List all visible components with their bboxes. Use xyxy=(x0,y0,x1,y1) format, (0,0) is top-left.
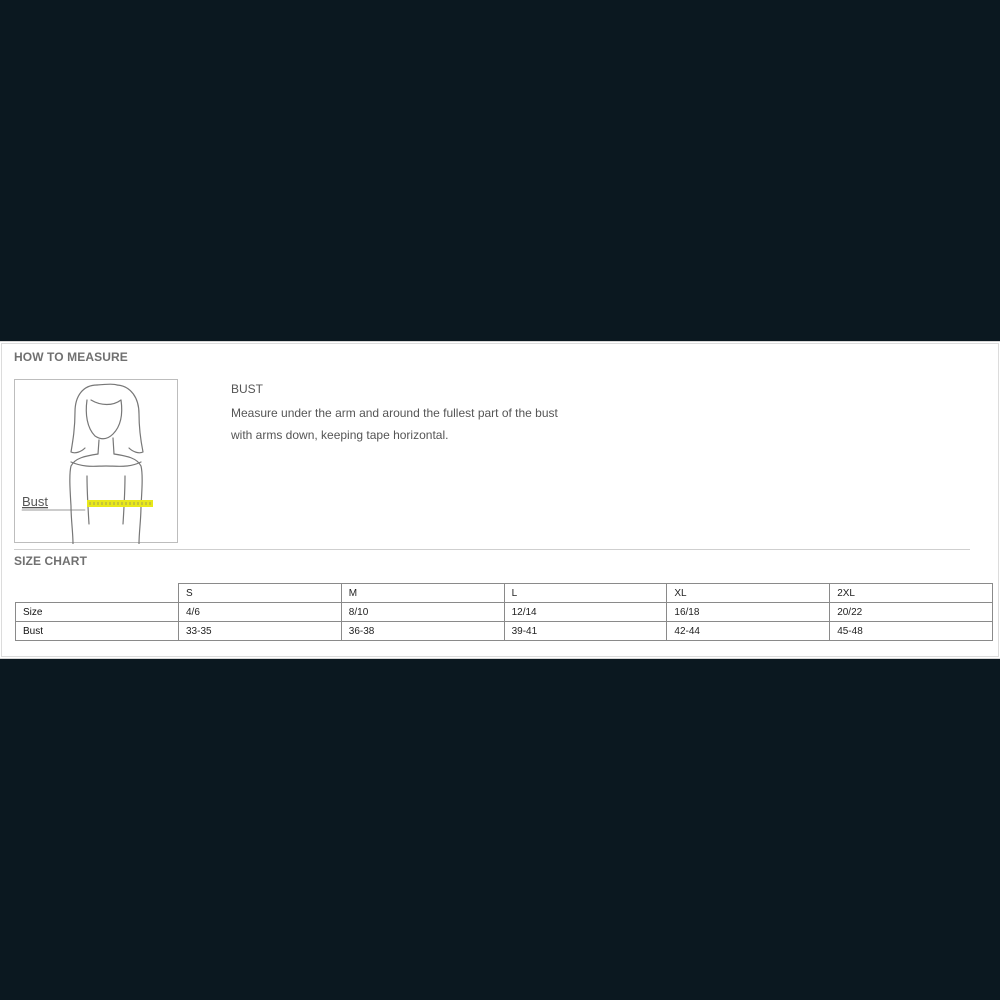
table-cell: 20/22 xyxy=(830,603,993,622)
column-header: 2XL xyxy=(830,584,993,603)
how-to-measure-heading: HOW TO MEASURE xyxy=(14,350,128,364)
table-cell: 36-38 xyxy=(341,622,504,641)
table-cell: 33-35 xyxy=(179,622,342,641)
bust-measure-illustration xyxy=(14,379,178,543)
table-header-row xyxy=(16,584,993,603)
table-cell: 8/10 xyxy=(341,603,504,622)
measuring-tape xyxy=(87,500,153,507)
size-guide-panel xyxy=(0,341,1000,659)
row-label: Bust xyxy=(16,622,179,641)
size-chart-heading: SIZE CHART xyxy=(14,554,87,568)
row-label: Size xyxy=(16,603,179,622)
table-corner-cell xyxy=(16,584,179,603)
table-cell: 45-48 xyxy=(830,622,993,641)
column-header: XL xyxy=(667,584,830,603)
measure-instructions xyxy=(231,402,591,446)
table-cell: 12/14 xyxy=(504,603,667,622)
measure-instruction-line: Measure under the arm and around the fullest part of the bust xyxy=(231,406,558,420)
table-row xyxy=(16,603,993,622)
size-guide-border xyxy=(1,343,999,657)
column-header: M xyxy=(341,584,504,603)
size-chart-table xyxy=(15,583,993,641)
table-cell: 4/6 xyxy=(179,603,342,622)
table-row xyxy=(16,622,993,641)
table-cell: 16/18 xyxy=(667,603,830,622)
table-cell: 42-44 xyxy=(667,622,830,641)
column-header: S xyxy=(179,584,342,603)
measure-instruction-line: with arms down, keeping tape horizontal. xyxy=(231,428,449,442)
woman-figure-icon xyxy=(15,380,179,544)
section-divider xyxy=(14,549,970,550)
table-cell: 39-41 xyxy=(504,622,667,641)
measure-title: BUST xyxy=(231,382,264,396)
column-header: L xyxy=(504,584,667,603)
bust-figure-label: Bust xyxy=(22,494,49,509)
